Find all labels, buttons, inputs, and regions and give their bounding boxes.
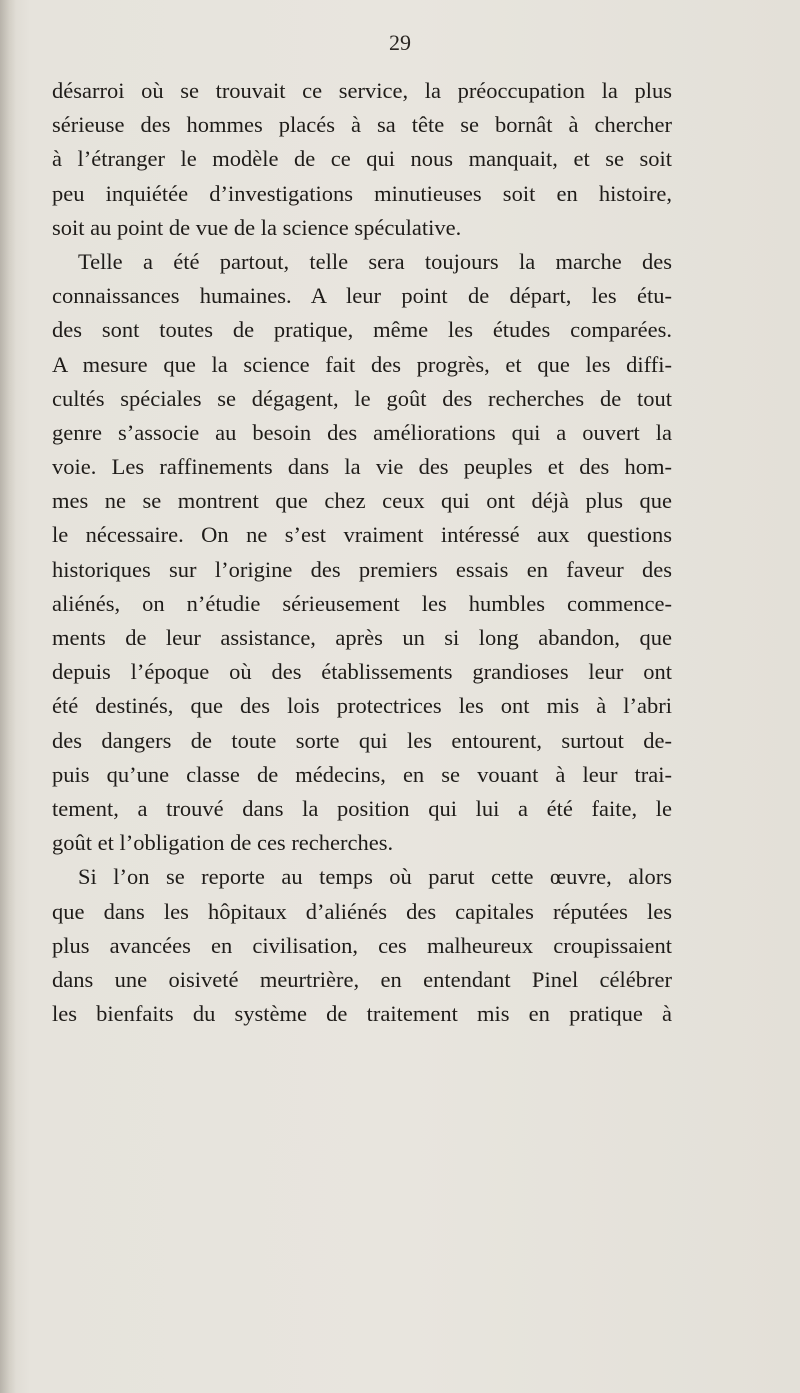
text-line: Si l’on se reporte au temps où parut cette œuvre, alors xyxy=(78,864,672,890)
text-line: connaissances humaines. A leur point de départ, les étu- xyxy=(52,283,672,309)
text-line: cultés spéciales se dégagent, le goût des recherches de tout xyxy=(52,385,672,411)
text-line: historiques sur l’origine des premiers essais en faveur des xyxy=(52,556,672,582)
text-line: mes ne se montrent que chez ceux qui ont déjà plus que xyxy=(52,488,672,514)
text-line: que dans les hôpitaux d’aliénés des capitales réputées les xyxy=(52,898,672,924)
text-line: goût et l’obligation de ces recherches. xyxy=(52,830,394,856)
text-line: le nécessaire. On ne s’est vraiment intéressé aux questions xyxy=(52,522,672,548)
text-line: depuis l’époque où des établissements grandioses leur ont xyxy=(52,659,672,685)
text-line: été destinés, que des lois protectrices les ont mis à l’abri xyxy=(52,693,672,719)
text-line: plus avancées en civilisation, ces malheureux croupissaient xyxy=(52,932,672,958)
text-line: voie. Les raffinements dans la vie des peuples et des hom- xyxy=(52,454,672,480)
text-line: genre s’associe au besoin des améliorations qui a ouvert la xyxy=(52,419,672,445)
text-line: les bienfaits du système de traitement mis en pratique à xyxy=(52,1001,672,1027)
text-line: sérieuse des hommes placés à sa tête se bornât à chercher xyxy=(52,112,672,138)
body-text xyxy=(52,74,672,1031)
text-line: à l’étranger le modèle de ce qui nous manquait, et se soit xyxy=(52,146,672,172)
text-line: dans une oisiveté meurtrière, en entendant Pinel célébrer xyxy=(52,966,672,992)
page-number: 29 xyxy=(389,30,411,55)
text-line: désarroi où se trouvait ce service, la préoccupation la plus xyxy=(52,78,672,103)
text-line: A mesure que la science fait des progrès, et que les diffi- xyxy=(52,351,672,377)
text-line: peu inquiétée d’investigations minutieuses soit en histoire, xyxy=(52,180,672,206)
text-line: des dangers de toute sorte qui les entourent, surtout de- xyxy=(52,727,672,753)
text-line: puis qu’une classe de médecins, en se vouant à leur trai- xyxy=(52,761,672,787)
text-line: tement, a trouvé dans la position qui lui a été faite, le xyxy=(52,795,672,821)
text-line: ments de leur assistance, après un si long abandon, que xyxy=(52,625,672,650)
text-line: soit au point de vue de la science spéculative. xyxy=(52,214,462,240)
text-line: Telle a été partout, telle sera toujours la marche des xyxy=(78,248,672,274)
binding-edge xyxy=(0,0,16,1393)
text-line: aliénés, on n’étudie sérieusement les humbles commence- xyxy=(52,590,672,616)
text-line: des sont toutes de pratique, même les études comparées. xyxy=(52,317,672,343)
